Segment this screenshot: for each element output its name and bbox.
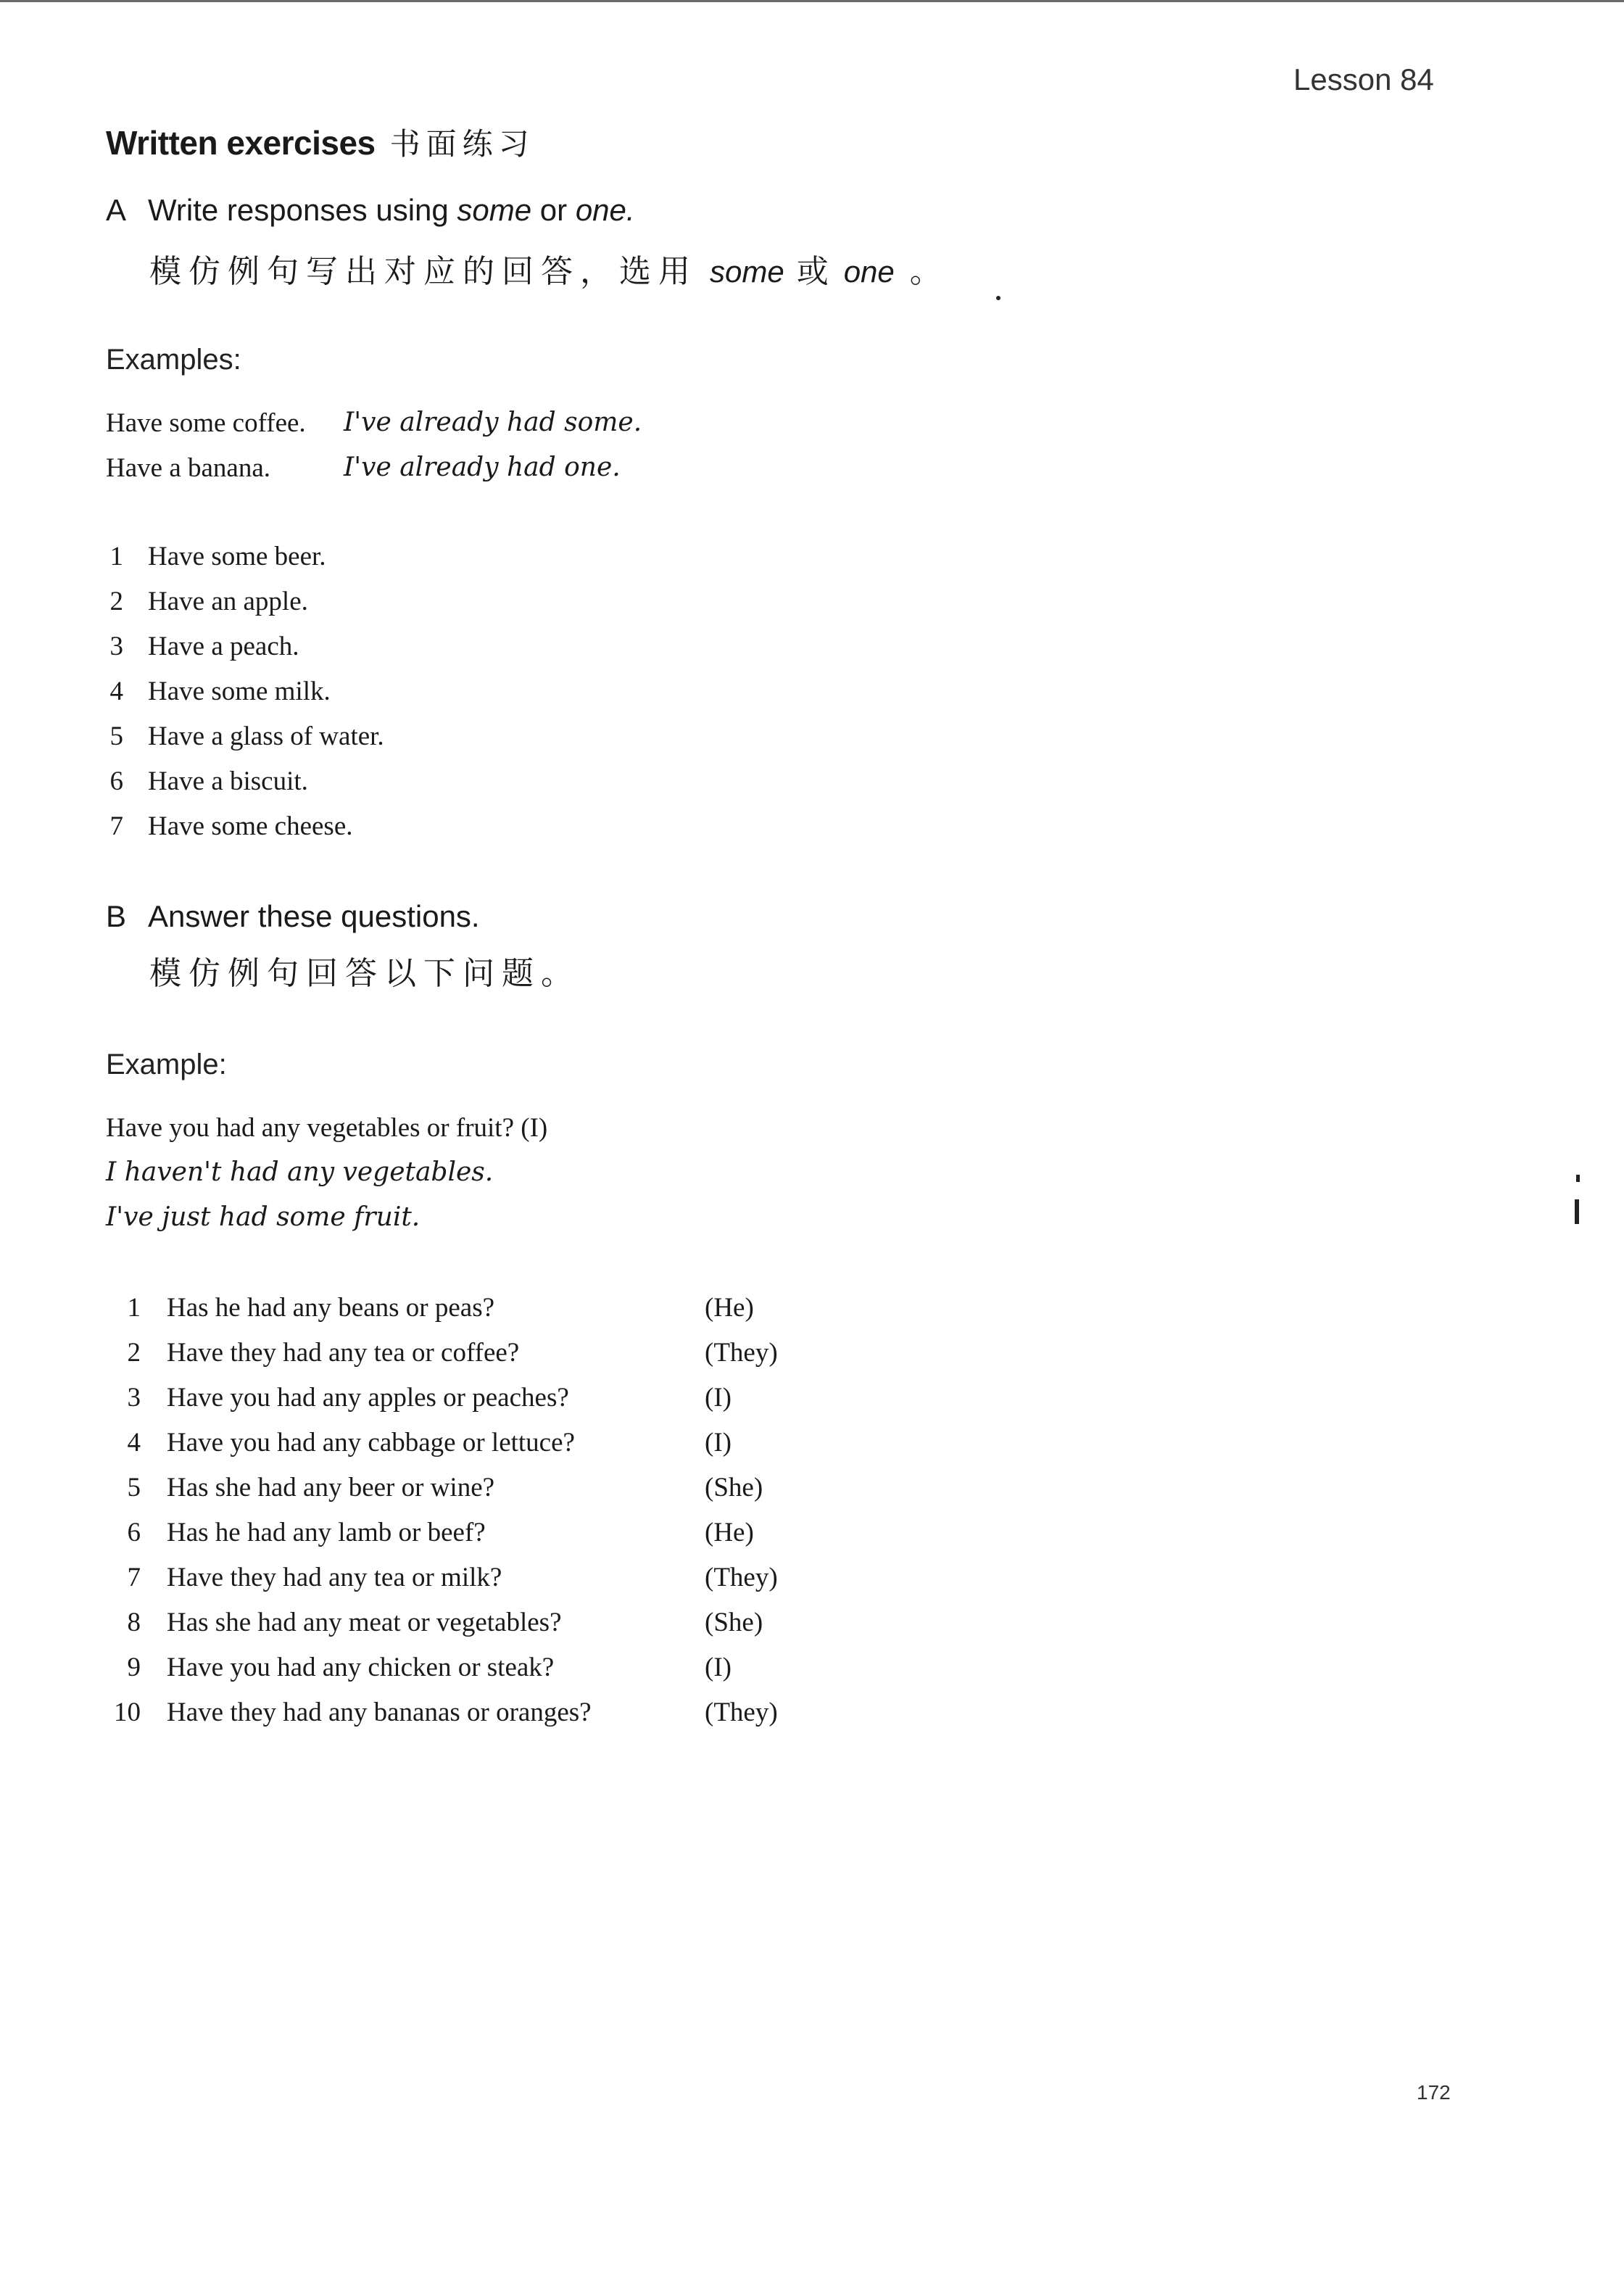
top-border bbox=[0, 0, 1624, 2]
question-item: Have you had any cabbage or lettuce? bbox=[167, 1428, 575, 1458]
question-subject: (They) bbox=[705, 1563, 778, 1592]
question-item: Has she had any beer or wine? bbox=[167, 1473, 495, 1502]
title-english: Written exercises bbox=[106, 124, 376, 162]
title-chinese: 书面练习 bbox=[389, 126, 535, 162]
example-prompt: Have some coffee. bbox=[106, 408, 306, 438]
item-number: 9 bbox=[127, 1653, 141, 1682]
instruction-one: one. bbox=[575, 193, 635, 227]
list-item: Have some milk. bbox=[148, 677, 331, 706]
item-number: 2 bbox=[109, 587, 123, 616]
question-subject: (She) bbox=[705, 1473, 763, 1502]
item-number: 1 bbox=[109, 542, 123, 571]
scan-mark bbox=[1576, 1175, 1580, 1182]
item-number: 10 bbox=[114, 1698, 141, 1727]
example-answer: I've just had some fruit. bbox=[106, 1202, 420, 1232]
page-title bbox=[106, 120, 535, 164]
cn-some: some bbox=[710, 255, 784, 289]
section-b-letter: B bbox=[106, 899, 127, 933]
question-subject: (They) bbox=[705, 1338, 778, 1368]
cn-instruction-text: 模仿例句写出对应的回答，选用 bbox=[149, 253, 697, 290]
list-item: Have some cheese. bbox=[148, 811, 353, 841]
question-subject: (He) bbox=[705, 1293, 754, 1323]
question-item: Has he had any lamb or beef? bbox=[167, 1518, 486, 1547]
example-prompt: Have a banana. bbox=[106, 453, 271, 483]
item-number: 7 bbox=[127, 1563, 141, 1592]
section-b-chinese-instruction: 模仿例句回答以下问题。 bbox=[149, 955, 580, 992]
item-number: 5 bbox=[127, 1473, 141, 1502]
question-item: Has he had any beans or peas? bbox=[167, 1293, 495, 1323]
section-b-instruction: Answer these questions. bbox=[148, 899, 480, 933]
example-answer: I've already had one. bbox=[344, 452, 621, 482]
question-subject: (They) bbox=[705, 1698, 778, 1727]
question-item: Have they had any tea or coffee? bbox=[167, 1338, 520, 1368]
item-number: 1 bbox=[127, 1293, 141, 1323]
scan-mark bbox=[1575, 1199, 1579, 1224]
instruction-some: some bbox=[457, 193, 532, 227]
item-number: 4 bbox=[109, 677, 123, 706]
instruction-text: Write responses using bbox=[148, 193, 457, 227]
item-number: 6 bbox=[109, 766, 123, 796]
item-number: 2 bbox=[127, 1338, 141, 1368]
question-item: Have you had any apples or peaches? bbox=[167, 1383, 569, 1413]
item-number: 5 bbox=[109, 722, 123, 751]
question-subject: (I) bbox=[705, 1428, 732, 1458]
examples-label: Examples: bbox=[106, 344, 241, 376]
question-item: Have they had any tea or milk? bbox=[167, 1563, 502, 1592]
example-answer: I haven't had any vegetables. bbox=[106, 1157, 494, 1187]
question-item: Has she had any meat or vegetables? bbox=[167, 1608, 562, 1637]
section-a-instruction bbox=[148, 193, 635, 228]
list-item: Have an apple. bbox=[148, 587, 308, 616]
cn-or: 或 bbox=[796, 253, 836, 290]
list-item: Have some beer. bbox=[148, 542, 326, 571]
cn-one: one bbox=[843, 255, 895, 289]
question-subject: (I) bbox=[705, 1653, 732, 1682]
section-a-chinese-instruction bbox=[149, 245, 949, 292]
item-number: 8 bbox=[127, 1608, 141, 1637]
item-number: 7 bbox=[109, 811, 123, 841]
example-answer: I've already had some. bbox=[344, 408, 642, 437]
item-number: 3 bbox=[109, 632, 123, 661]
section-a-letter: A bbox=[106, 193, 127, 227]
list-item: Have a biscuit. bbox=[148, 766, 308, 796]
question-subject: (I) bbox=[705, 1383, 732, 1413]
list-item: Have a glass of water. bbox=[148, 722, 384, 751]
list-item: Have a peach. bbox=[148, 632, 299, 661]
lesson-label: Lesson 84 bbox=[1293, 62, 1434, 96]
example-question: Have you had any vegetables or fruit? (I) bbox=[106, 1113, 548, 1143]
instruction-or: or bbox=[531, 193, 576, 227]
page-number: 172 bbox=[1417, 2081, 1451, 2104]
question-item: Have you had any chicken or steak? bbox=[167, 1653, 555, 1682]
cn-period: 。 bbox=[909, 253, 949, 290]
item-number: 6 bbox=[127, 1518, 141, 1547]
item-number: 4 bbox=[127, 1428, 141, 1458]
question-item: Have they had any bananas or oranges? bbox=[167, 1698, 592, 1727]
question-subject: (He) bbox=[705, 1518, 754, 1547]
example-label: Example: bbox=[106, 1049, 227, 1080]
question-subject: (She) bbox=[705, 1608, 763, 1637]
scan-mark bbox=[996, 296, 1000, 300]
item-number: 3 bbox=[127, 1383, 141, 1413]
